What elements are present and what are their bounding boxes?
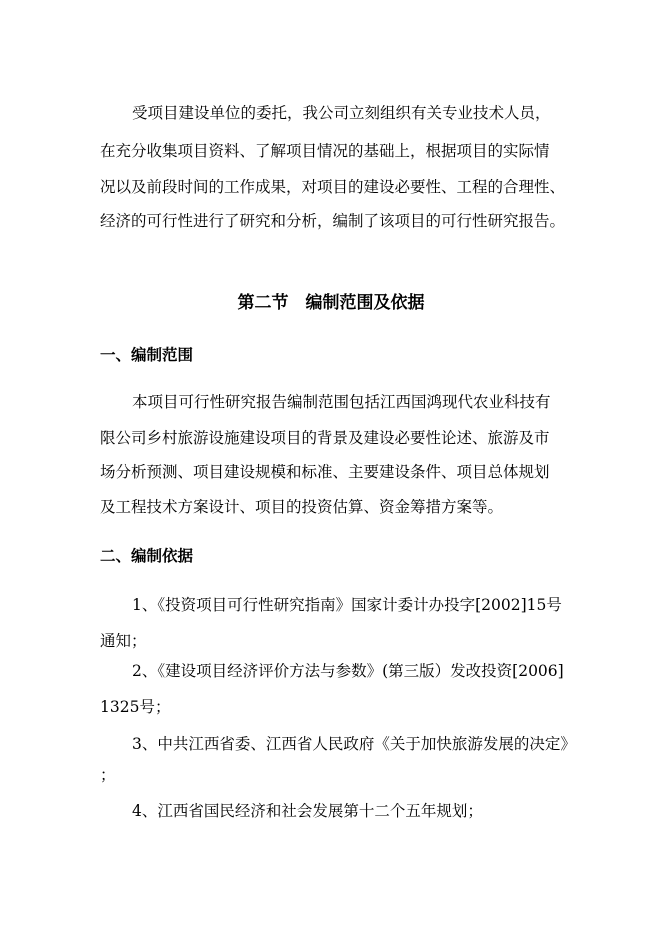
basis-item-continuation: 1325号； — [100, 698, 171, 716]
scope-line: 及工程技术方案设计、项目的投资估算、资金筹措方案等。 — [100, 498, 504, 516]
basis-item-continuation: ； — [100, 766, 116, 784]
intro-line: 在充分收集项目资料、了解项目情况的基础上，根据项目的实际情 — [100, 142, 550, 160]
basis-heading: 二、编制依据 — [100, 546, 194, 565]
scope-line: 本项目可行性研究报告编制范围包括江西国鸿现代农业科技有 — [132, 393, 551, 411]
scope-line: 限公司乡村旅游设施建设项目的背景及建设必要性论述、旅游及市 — [100, 429, 550, 447]
intro-line: 受项目建设单位的委托，我公司立刻组织有关专业技术人员， — [132, 104, 551, 122]
scope-heading: 一、编制范围 — [100, 345, 194, 364]
section-title: 第二节 编制范围及依据 — [237, 293, 425, 313]
basis-item: 1、《投资项目可行性研究指南》国家计委计办投字[2002]15号 — [132, 596, 562, 614]
intro-line: 经济的可行性进行了研究和分析，编制了该项目的可行性研究报告。 — [100, 212, 566, 230]
basis-item-continuation: 通知； — [100, 632, 147, 650]
basis-item: 3、中共江西省委、江西省人民政府《关于加快旅游发展的决定》 — [132, 735, 576, 753]
basis-item: 2、《建设项目经济评价方法与参数》(第三版）发改投资[2006] — [132, 662, 564, 680]
scope-line: 场分析预测、项目建设规模和标准、主要建设条件、项目总体规划 — [100, 463, 550, 481]
basis-item: 4、江西省国民经济和社会发展第十二个五年规划； — [132, 802, 483, 820]
intro-line: 况以及前段时间的工作成果，对项目的建设必要性、工程的合理性、 — [100, 178, 566, 196]
